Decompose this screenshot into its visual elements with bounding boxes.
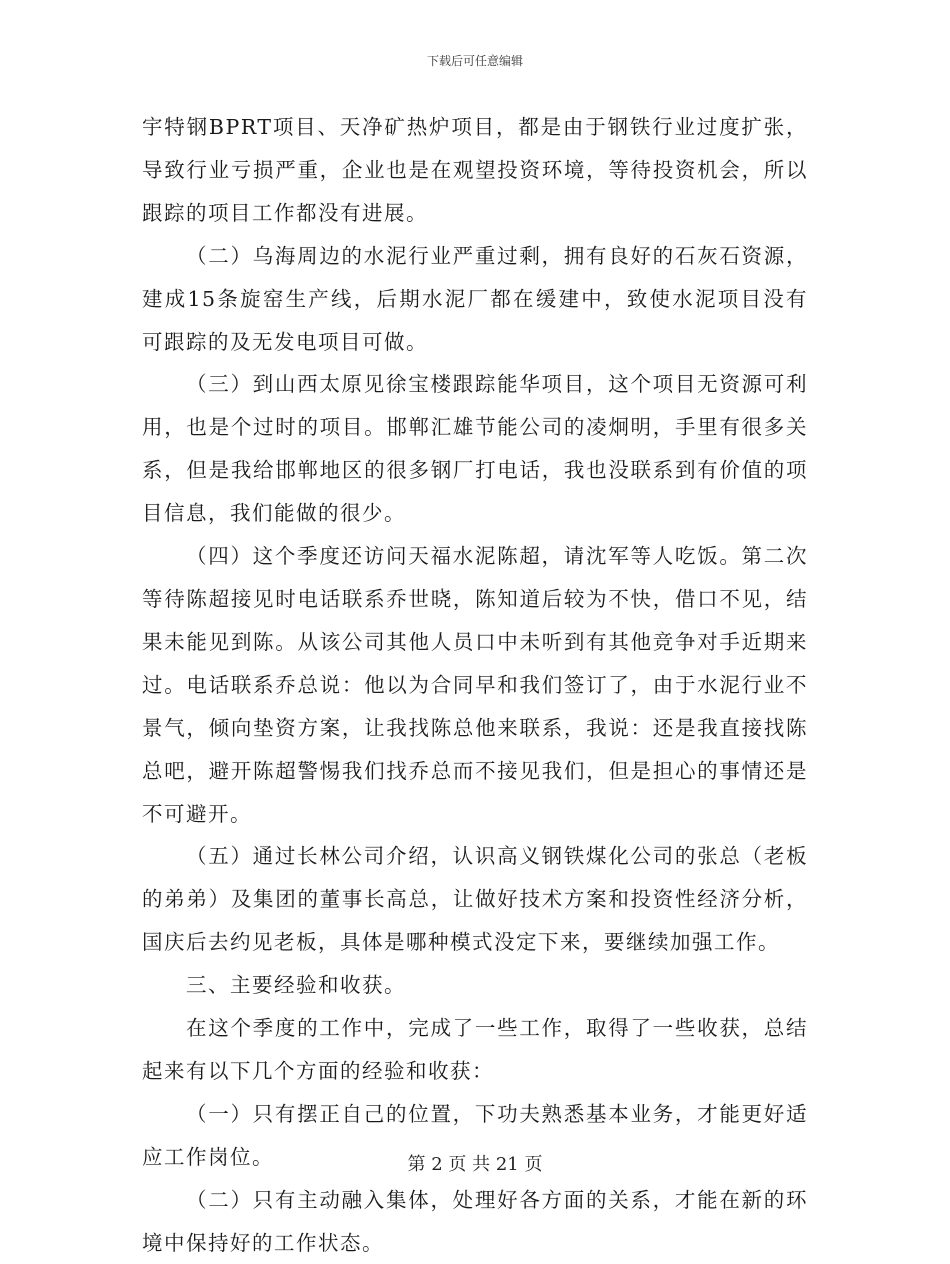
- paragraph-item-2: （二）乌海周边的水泥行业严重过剩，拥有良好的石灰石资源，建成15条旋窑生产线，后期水泥厂都在缓建中，致使水泥项目没有可跟踪的及无发电项目可做。: [142, 243, 808, 354]
- body-text: [142, 106, 808, 1264]
- page-footer: 第 2 页 共 21 页: [407, 1154, 543, 1175]
- paragraph-continuation: 宇特钢BPRT项目、天净矿热炉项目，都是由于钢铁行业过度扩张，导致行业亏损严重，企业也是在观望投资环境，等待投资机会，所以跟踪的项目工作都没有进展。: [142, 115, 808, 225]
- paragraph-item-4: （四）这个季度还访问天福水泥陈超，请沈军等人吃饭。第二次等待陈超接见时电话联系乔世晓，陈知道后较为不快，借口不见，结果未能见到陈。从该公司其他人员口中未听到有其他竞争对手近期来过。电话联系乔总说：他以为合同早和我们签订了，由于水泥行业不景气，倾向垫资方案，让我找陈总他来联系，我说：还是我直接找陈总吧，避开陈超警惕我们找乔总而不接见我们，但是担心的事情还是不可避开。: [142, 544, 808, 826]
- paragraph-lesson-1: （一）只有摆正自己的位置，下功夫熟悉基本业务，才能更好适应工作岗位。: [142, 1101, 808, 1169]
- section-heading: 三、主要经验和收获。: [186, 973, 406, 998]
- page-header: 下载后可任意编辑: [426, 54, 523, 68]
- paragraph-item-5: （五）通过长林公司介绍，认识高义钢铁煤化公司的张总（老板的弟弟）及集团的董事长高总，让做好技术方案和投资性经济分析，国庆后去约见老板，具体是哪种模式没定下来，要继续加强工作。: [142, 844, 808, 955]
- paragraph-item-3: （三）到山西太原见徐宝楼跟踪能华项目，这个项目无资源可利用，也是个过时的项目。邯郸汇雄节能公司的凌炯明，手里有很多关系，但是我给邯郸地区的很多钢厂打电话，我也没联系到有价值的项目信息，我们能做的很少。: [142, 372, 808, 526]
- paragraph-lesson-2: （二）只有主动融入集体，处理好各方面的关系，才能在新的环境中保持好的工作状态。: [142, 1187, 808, 1255]
- paragraph-intro: 在这个季度的工作中，完成了一些工作，取得了一些收获，总结起来有以下几个方面的经验和收获：: [142, 1016, 808, 1083]
